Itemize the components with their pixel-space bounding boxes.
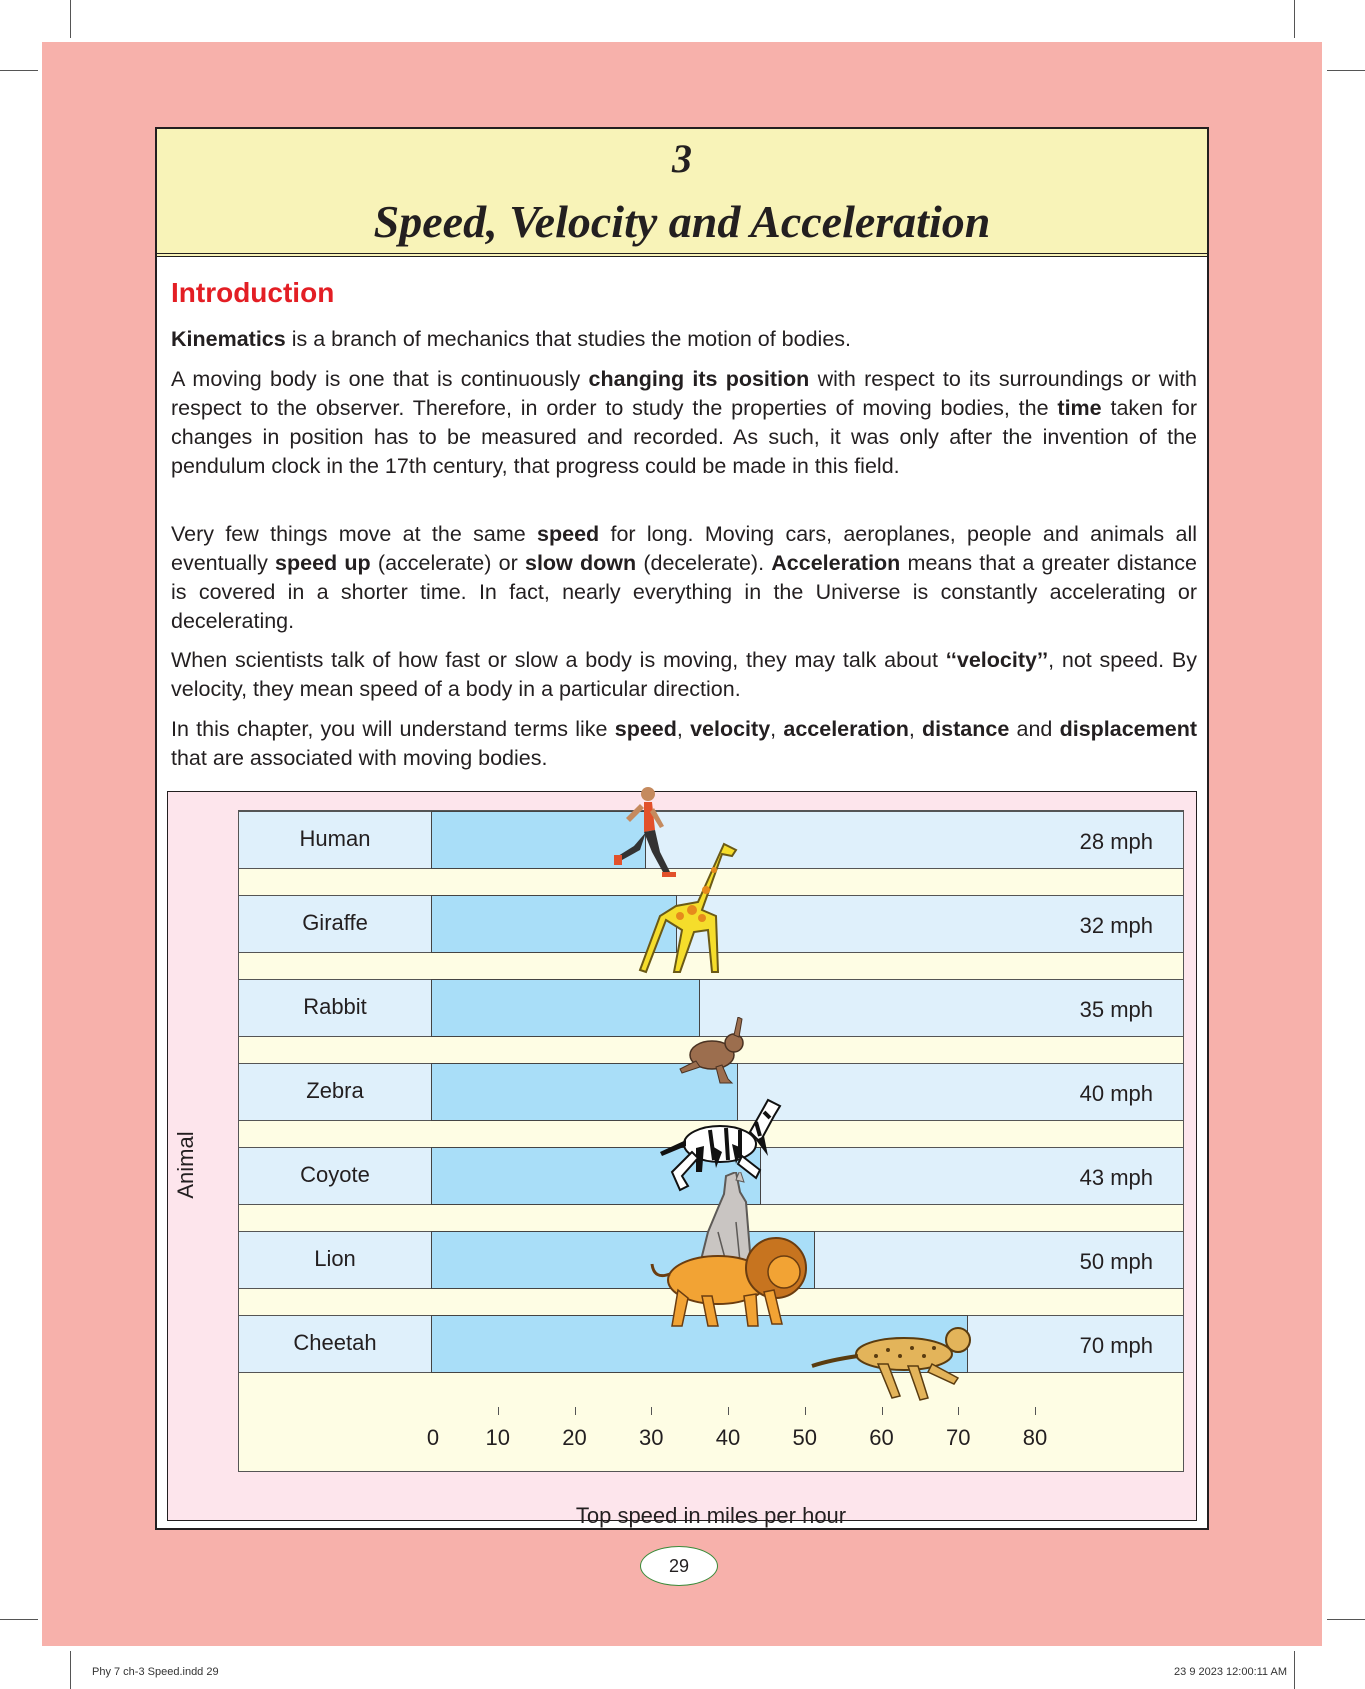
crop-mark <box>70 1651 71 1689</box>
speed-chart <box>167 791 1197 1528</box>
x-tick <box>1035 1407 1036 1415</box>
value-label: 32 mph <box>1079 913 1153 938</box>
crop-mark <box>0 70 38 71</box>
category-label: Human <box>299 826 371 851</box>
lion-icon <box>648 1230 808 1330</box>
crop-mark <box>70 0 71 38</box>
category-label: Lion <box>314 1246 356 1271</box>
category-label: Rabbit <box>303 994 367 1019</box>
crop-mark <box>1327 70 1365 71</box>
slug-right: 23 9 2023 12:00:11 AM <box>1174 1666 1287 1678</box>
paragraph: A moving body is one that is continuously changing its position with respect to its surroundings or with respect to the observer. Therefore, in order to study the properties of moving bodies, the time taken for changes in position has to be measured and recorded. As such, it was only after the invention of the pendulum clock in the 17th century, that progress could be made in this field. <box>171 367 1197 478</box>
value-label: 50 mph <box>1079 1249 1153 1274</box>
x-tick-label: 70 <box>946 1425 971 1450</box>
y-axis-title: Animal <box>173 1131 198 1199</box>
x-tick-label: 80 <box>1022 1425 1048 1450</box>
chapter-header <box>157 129 1207 257</box>
paragraph: Kinematics is a branch of mechanics that studies the motion of bodies. <box>171 327 852 351</box>
chapter-title: Speed, Velocity and Acceleration <box>373 196 991 247</box>
value-label: 28 mph <box>1079 829 1153 854</box>
x-axis-title: Top speed in miles per hour <box>575 1503 847 1528</box>
chapter-number: 3 <box>672 136 692 181</box>
value-label: 43 mph <box>1079 1165 1153 1190</box>
page-number: 29 <box>640 1546 718 1586</box>
paragraph: In this chapter, you will understand terms like speed, velocity, acceleration, distance and displacement that are associated with moving bodies. <box>171 717 1198 770</box>
intro-heading: Introduction <box>171 277 335 308</box>
paragraph: Very few things move at the same speed for long. Moving cars, aeroplanes, people and animals all eventually speed up (accelerate) or slow down (decelerate). Acceleration means that a greater distance is covered in a shorter time. In fact, nearly everything in the Universe is constantly accelerating or decelerating. <box>171 522 1198 633</box>
category-label: Coyote <box>300 1162 370 1187</box>
x-tick-label: 60 <box>869 1425 894 1450</box>
value-label: 40 mph <box>1079 1081 1153 1106</box>
x-tick <box>651 1407 652 1415</box>
category-label: Giraffe <box>302 910 368 935</box>
category-label: Zebra <box>306 1078 364 1103</box>
x-tick-label: 30 <box>639 1425 664 1450</box>
bar-rabbit <box>431 979 700 1037</box>
value-label: 70 mph <box>1079 1333 1153 1358</box>
x-tick <box>728 1407 729 1415</box>
x-tick-label: 50 <box>792 1425 817 1450</box>
rabbit-icon <box>676 1017 756 1087</box>
x-tick <box>498 1407 499 1415</box>
category-label: Cheetah <box>293 1330 377 1355</box>
content-frame <box>155 127 1209 1530</box>
x-tick-label: 20 <box>562 1425 587 1450</box>
crop-mark <box>1294 1651 1295 1689</box>
value-label: 35 mph <box>1079 997 1153 1022</box>
crop-mark <box>1294 0 1295 38</box>
x-tick <box>575 1407 576 1415</box>
x-tick-label: 0 <box>426 1425 440 1450</box>
crop-mark <box>0 1619 38 1620</box>
slug-left: Phy 7 ch-3 Speed.indd 29 <box>92 1666 219 1678</box>
x-tick <box>805 1407 806 1415</box>
cheetah-icon <box>808 1320 978 1410</box>
crop-mark <box>1327 1619 1365 1620</box>
giraffe-icon <box>636 840 756 980</box>
paragraph: When scientists talk of how fast or slow a body is moving, they may talk about ‘‘velocity’’, not speed. By velocity, they mean speed of a body in a particular direction. <box>171 648 1197 701</box>
x-tick-label: 10 <box>485 1425 510 1450</box>
x-tick-label: 40 <box>715 1425 741 1450</box>
